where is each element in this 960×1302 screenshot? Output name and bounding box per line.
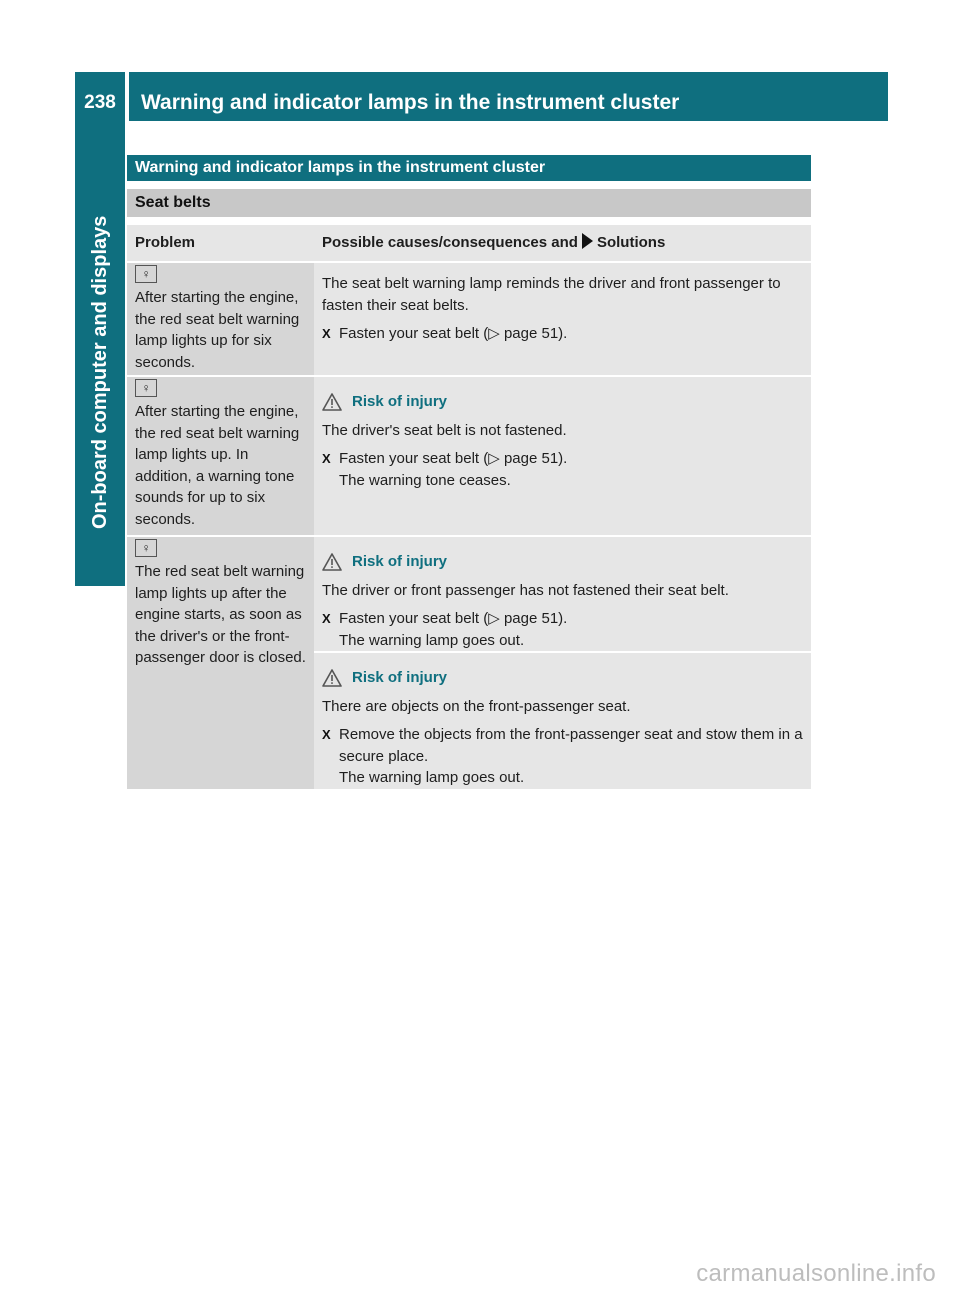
solution-cell	[314, 652, 811, 789]
action-step	[322, 724, 803, 789]
step-text: Remove the objects from the front-passenger seat and stow them in a secure place.	[339, 726, 803, 765]
action-x-icon: X	[322, 727, 331, 742]
action-x-icon: X	[322, 451, 331, 466]
table-header-row	[127, 225, 811, 262]
cause-text: The seat belt warning lamp reminds the driver and front passenger to fasten their seat belts.	[322, 275, 781, 314]
warning-heading	[322, 667, 803, 689]
problem-cell	[127, 262, 314, 376]
seat-belt-table	[127, 225, 811, 789]
table-row	[127, 262, 811, 376]
page-number: 238	[84, 92, 116, 113]
subsection-title: Seat belts	[127, 189, 811, 217]
step-result: The warning lamp goes out.	[339, 631, 525, 649]
table-row	[127, 536, 811, 652]
action-x-icon: X	[322, 326, 331, 341]
problem-cell	[127, 376, 314, 536]
header-solutions-text: Solutions	[596, 234, 666, 252]
warning-triangle-icon	[322, 553, 342, 571]
problem-cell	[127, 536, 314, 789]
seat-belt-warning-lamp-icon: ♀	[135, 265, 157, 283]
seat-belt-warning-lamp-icon: ♀	[135, 539, 157, 557]
content	[127, 155, 811, 789]
action-step	[322, 323, 803, 345]
step-text: Fasten your seat belt (▷ page 51).	[339, 610, 568, 627]
cause-text: The driver or front passenger has not fastened their seat belt.	[322, 581, 729, 599]
header-divider	[125, 72, 129, 121]
cause-text: There are objects on the front-passenger seat.	[322, 697, 631, 715]
step-result: The warning lamp goes out.	[339, 769, 525, 786]
problem-text: After starting the engine, the red seat belt warning lamp lights up for six seconds.	[135, 289, 300, 371]
warning-triangle-icon	[322, 669, 342, 687]
header-title: Warning and indicator lamps in the instrument cluster	[141, 91, 680, 114]
problem-text: The red seat belt warning lamp lights up after the engine starts, as soon as the driver's or the front-passenger door is closed.	[135, 563, 306, 666]
solution-cell	[314, 536, 811, 652]
table-row	[127, 376, 811, 536]
page-header	[75, 72, 888, 121]
solution-cell	[314, 376, 811, 536]
warning-triangle-icon	[322, 393, 342, 411]
step-result: The warning tone ceases.	[339, 471, 511, 489]
header-causes-text: Possible causes/consequences and	[322, 234, 578, 252]
warning-title: Risk of injury	[352, 393, 448, 410]
warning-heading	[322, 391, 803, 413]
watermark-logo: carmanualsonline.info	[696, 1260, 936, 1287]
step-text: Fasten your seat belt (▷ page 51).	[339, 450, 568, 467]
action-step	[322, 608, 803, 651]
seat-belt-warning-lamp-icon: ♀	[135, 379, 157, 397]
action-step	[322, 448, 803, 491]
warning-title: Risk of injury	[352, 553, 448, 570]
solution-cell	[314, 262, 811, 376]
side-tab-label	[75, 129, 125, 529]
arrow-right-icon	[582, 233, 593, 249]
problem-text: After starting the engine, the red seat belt warning lamp lights up. In addition, a warning tone sounds for up to six seconds.	[135, 403, 300, 528]
cause-text: The driver's seat belt is not fastened.	[322, 421, 567, 439]
warning-heading	[322, 551, 803, 573]
warning-title: Risk of injury	[352, 669, 448, 686]
action-x-icon: X	[322, 611, 331, 626]
section-title: Warning and indicator lamps in the instrument cluster	[127, 155, 811, 181]
side-tab-label-text: On-board computer and displays	[89, 215, 111, 529]
step-text: Fasten your seat belt (▷ page 51).	[339, 325, 568, 342]
header-causes	[314, 225, 811, 262]
header-problem: Problem	[127, 225, 314, 262]
